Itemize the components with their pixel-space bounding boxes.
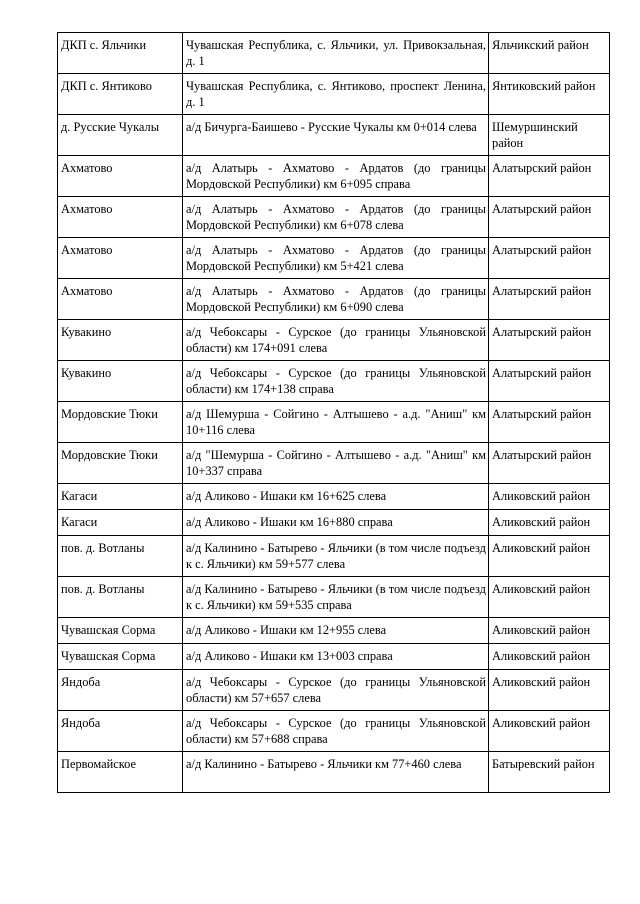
stop-name-cell: пов. д. Вотланы bbox=[58, 577, 183, 618]
district-cell: Аликовский район bbox=[489, 644, 610, 670]
district-cell: Аликовский район bbox=[489, 484, 610, 510]
address-cell: а/д "Шемурша - Сойгино - Алтышево - а.д. "Аниш" км 10+337 справа bbox=[183, 443, 489, 484]
stop-name-cell: Ахматово bbox=[58, 197, 183, 238]
address-cell: Чувашская Республика, с. Яльчики, ул. Привокзальная, д. 1 bbox=[183, 33, 489, 74]
address-cell: а/д Чебоксары - Сурское (до границы Ульяновской области) км 174+138 справа bbox=[183, 361, 489, 402]
stop-name-cell: Мордовские Тюки bbox=[58, 443, 183, 484]
address-cell: а/д Алатырь - Ахматово - Ардатов (до границы Мордовской Республики) км 6+095 справа bbox=[183, 156, 489, 197]
table-row bbox=[58, 711, 610, 752]
table-row bbox=[58, 577, 610, 618]
district-cell: Аликовский район bbox=[489, 577, 610, 618]
stop-name-cell: Первомайское bbox=[58, 752, 183, 793]
address-cell: а/д Аликово - Ишаки км 13+003 справа bbox=[183, 644, 489, 670]
stop-name-cell: Кувакино bbox=[58, 361, 183, 402]
address-cell: а/д Аликово - Ишаки км 12+955 слева bbox=[183, 618, 489, 644]
stop-name-cell: Яндоба bbox=[58, 711, 183, 752]
table-row bbox=[58, 443, 610, 484]
district-cell: Алатырский район bbox=[489, 320, 610, 361]
stop-name-cell: Кагаси bbox=[58, 510, 183, 536]
table-row bbox=[58, 484, 610, 510]
stop-name-cell: Яндоба bbox=[58, 670, 183, 711]
stop-name-cell: Ахматово bbox=[58, 156, 183, 197]
address-cell: Чувашская Республика, с. Янтиково, проспект Ленина, д. 1 bbox=[183, 74, 489, 115]
district-cell: Алатырский район bbox=[489, 156, 610, 197]
address-cell: а/д Калинино - Батырево - Яльчики км 77+460 слева bbox=[183, 752, 489, 793]
table-row bbox=[58, 618, 610, 644]
address-cell: а/д Чебоксары - Сурское (до границы Ульяновской области) км 57+657 слева bbox=[183, 670, 489, 711]
table-row bbox=[58, 156, 610, 197]
district-cell: Аликовский район bbox=[489, 536, 610, 577]
address-cell: а/д Калинино - Батырево - Яльчики (в том числе подъезд к с. Яльчики) км 59+577 слева bbox=[183, 536, 489, 577]
district-cell: Алатырский район bbox=[489, 197, 610, 238]
address-cell: а/д Алатырь - Ахматово - Ардатов (до границы Мордовской Республики) км 6+090 слева bbox=[183, 279, 489, 320]
table-row bbox=[58, 510, 610, 536]
district-cell: Аликовский район bbox=[489, 510, 610, 536]
district-cell: Аликовский район bbox=[489, 618, 610, 644]
stop-name-cell: пов. д. Вотланы bbox=[58, 536, 183, 577]
stop-name-cell: ДКП с. Яльчики bbox=[58, 33, 183, 74]
table-row bbox=[58, 644, 610, 670]
table-row bbox=[58, 33, 610, 74]
district-cell: Алатырский район bbox=[489, 238, 610, 279]
table-row bbox=[58, 279, 610, 320]
stop-name-cell: ДКП с. Янтиково bbox=[58, 74, 183, 115]
address-cell: а/д Шемурша - Сойгино - Алтышево - а.д. "Аниш" км 10+116 слева bbox=[183, 402, 489, 443]
table-row bbox=[58, 402, 610, 443]
district-cell: Алатырский район bbox=[489, 443, 610, 484]
table-row bbox=[58, 197, 610, 238]
address-cell: а/д Алатырь - Ахматово - Ардатов (до границы Мордовской Республики) км 5+421 слева bbox=[183, 238, 489, 279]
table-row bbox=[58, 320, 610, 361]
address-cell: а/д Алатырь - Ахматово - Ардатов (до границы Мордовской Республики) км 6+078 слева bbox=[183, 197, 489, 238]
district-cell: Алатырский район bbox=[489, 402, 610, 443]
address-cell: а/д Аликово - Ишаки км 16+880 справа bbox=[183, 510, 489, 536]
address-cell: а/д Аликово - Ишаки км 16+625 слева bbox=[183, 484, 489, 510]
district-cell: Аликовский район bbox=[489, 670, 610, 711]
table-row bbox=[58, 74, 610, 115]
district-cell: Батыревский район bbox=[489, 752, 610, 793]
table-row bbox=[58, 238, 610, 279]
stop-name-cell: Чувашская Сорма bbox=[58, 644, 183, 670]
table-row bbox=[58, 536, 610, 577]
address-cell: а/д Бичурга-Баишево - Русские Чукалы км 0+014 слева bbox=[183, 115, 489, 156]
table-row bbox=[58, 752, 610, 793]
bus-stops-table bbox=[57, 32, 610, 793]
stop-name-cell: Кувакино bbox=[58, 320, 183, 361]
district-cell: Шемуршинский район bbox=[489, 115, 610, 156]
stop-name-cell: Ахматово bbox=[58, 279, 183, 320]
address-cell: а/д Чебоксары - Сурское (до границы Ульяновской области) км 57+688 справа bbox=[183, 711, 489, 752]
district-cell: Аликовский район bbox=[489, 711, 610, 752]
district-cell: Алатырский район bbox=[489, 279, 610, 320]
stop-name-cell: Кагаси bbox=[58, 484, 183, 510]
table-row bbox=[58, 115, 610, 156]
district-cell: Янтиковский район bbox=[489, 74, 610, 115]
stop-name-cell: Ахматово bbox=[58, 238, 183, 279]
table-row bbox=[58, 670, 610, 711]
district-cell: Яльчикский район bbox=[489, 33, 610, 74]
district-cell: Алатырский район bbox=[489, 361, 610, 402]
address-cell: а/д Чебоксары - Сурское (до границы Ульяновской области) км 174+091 слева bbox=[183, 320, 489, 361]
table-body bbox=[58, 33, 610, 793]
stop-name-cell: д. Русские Чукалы bbox=[58, 115, 183, 156]
stop-name-cell: Мордовские Тюки bbox=[58, 402, 183, 443]
address-cell: а/д Калинино - Батырево - Яльчики (в том числе подъезд к с. Яльчики) км 59+535 справа bbox=[183, 577, 489, 618]
table-row bbox=[58, 361, 610, 402]
stop-name-cell: Чувашская Сорма bbox=[58, 618, 183, 644]
